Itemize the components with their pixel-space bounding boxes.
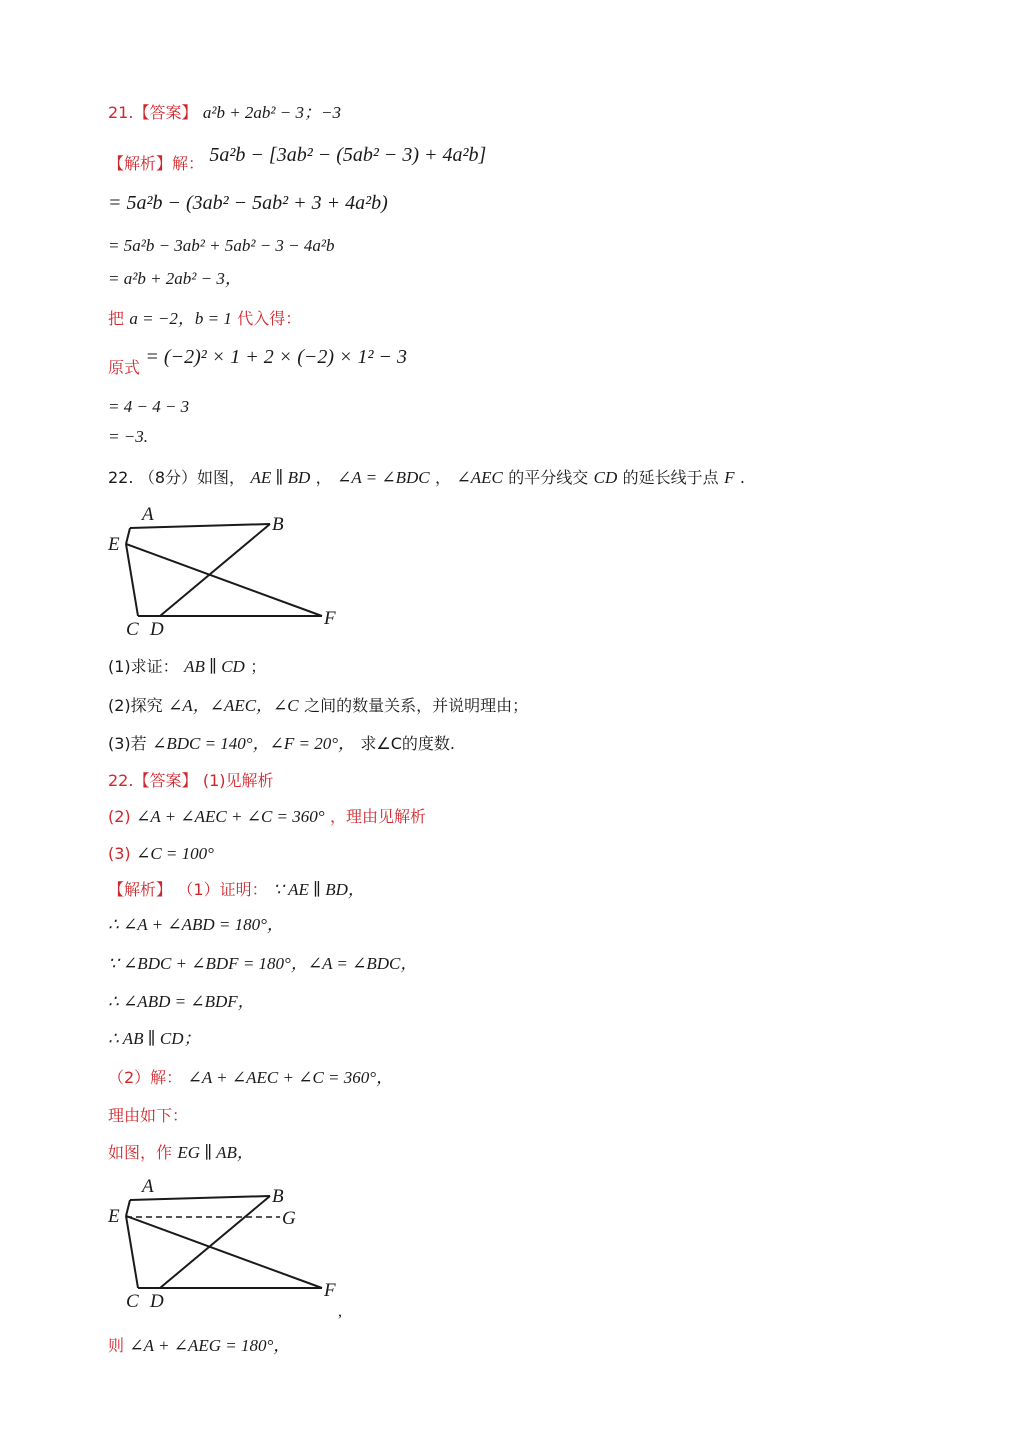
q22-construct-expr: EG ∥ AB， [177, 1143, 254, 1162]
q22-proof-0: ∵ AE ∥ BD， [273, 880, 365, 899]
q21-calc-1-line [108, 396, 189, 418]
q21-step-0: 5a²b − [3ab² − (5ab² − 3) + 4a²b] [209, 144, 487, 166]
q22-sub-3-tail: 求∠C的度数. [360, 734, 456, 753]
q22-sub-3 [108, 733, 455, 755]
q22-condition-1: AE ∥ BD [250, 468, 311, 487]
fig1-label-f: F [324, 608, 336, 629]
segment-bd [160, 1196, 270, 1288]
q22-sub-3-expr: ∠BDC = 140°，∠F = 20°， [152, 734, 355, 753]
q22-proof-4: ∴ AB ∥ CD； [108, 1029, 201, 1048]
q22-proof-1-line [108, 914, 284, 936]
q21-answer-label: 21.【答案】 [108, 103, 198, 122]
fig2-label-f: F [324, 1280, 336, 1301]
q22-analysis-1 [108, 879, 365, 901]
q21-original-label: 原式 [108, 358, 141, 377]
segment-ec [126, 544, 138, 616]
q21-substitute-prefix: 把 [108, 309, 125, 328]
q22-sub-1: (1)求证： AB ∥ CD ； [108, 657, 267, 676]
q22-sub-1-text: (1)求证： [108, 657, 179, 676]
fig1-label-a: A [142, 504, 154, 525]
q22-answer-1-text: (1)见解析 [202, 771, 274, 790]
q21-calc-2: = −3. [108, 427, 148, 446]
q22-answer-2-tail: ，理由见解析 [329, 807, 426, 826]
q22-final-expr: ∠A + ∠AEG = 180°， [129, 1336, 291, 1355]
q22-reason-text: 理由如下： [108, 1106, 189, 1125]
q22-condition-2: ∠A = ∠BDC [337, 468, 430, 487]
q22-proof-1: ∴ ∠A + ∠ABD = 180°， [108, 915, 284, 934]
q22-proof-2-line [108, 953, 417, 975]
q22-construct-line [108, 1142, 254, 1164]
q22-part-2-expr: ∠A + ∠AEC + ∠C = 360°， [187, 1068, 394, 1087]
segment-ae [126, 1200, 130, 1216]
q22-answer-label: 22.【答案】 [108, 771, 198, 790]
q22-answer-3 [108, 843, 214, 865]
q22-sub-2-expr: ∠A，∠AEC，∠C [168, 696, 299, 715]
q21-substitute-values: a = −2，b = 1 [129, 309, 232, 328]
segment-ec [126, 1216, 138, 1288]
q22-sub-2-tail: 之间的数量关系，并说明理由； [304, 696, 529, 715]
q21-calc-1: = 4 − 4 − 3 [108, 397, 190, 416]
q22-part-2-line [108, 1067, 393, 1089]
q22-proof-3: ∴ ∠ABD = ∠BDF， [108, 992, 255, 1011]
fig1-label-d: D [150, 619, 164, 640]
q22-sub-3-text: (3)若 [108, 734, 147, 753]
q22-construct-text: 如图，作 [108, 1143, 173, 1162]
segment-ae [126, 528, 130, 544]
q22-answer-2-expr: ∠A + ∠AEC + ∠C = 360° [136, 807, 325, 826]
q21-original-expr: = (−2)² × 1 + 2 × (−2) × 1² − 3 [145, 346, 408, 368]
q22-part-2-label: （2）解： [108, 1068, 183, 1087]
fig2-label-g: G [282, 1208, 296, 1229]
fig2-label-e: E [108, 1206, 120, 1227]
q22-proof-3-line [108, 991, 255, 1013]
q21-step-2: = 5a²b − 3ab² + 5ab² − 3 − 4a²b [108, 236, 335, 255]
segment-ef [126, 544, 322, 616]
q21-step-1-line [108, 192, 388, 215]
q22-statement: 22. （8分）如图， AE ∥ BD ， ∠A = ∠BDC ， ∠AEC 的平分线交 CD 的延长线于点 F . [108, 468, 745, 487]
q22-answer-3-prefix: (3) [108, 844, 131, 863]
q21-calc-2-line [108, 426, 148, 448]
q22-figure-2 [100, 1172, 370, 1322]
q21-analysis-label: 【解析】解： [108, 154, 205, 173]
fig1-label-b: B [272, 514, 284, 535]
q22-proof-4-line [108, 1028, 201, 1050]
q22-proof-intro: （1）证明： [177, 880, 268, 899]
q21-answer-line [108, 102, 341, 124]
q22-sub-2 [108, 695, 528, 717]
q22-intro: （8分）如图， [138, 468, 246, 487]
q22-sub-1-expr: AB ∥ CD [184, 657, 245, 676]
segment-bd [160, 524, 270, 616]
q22-final-prefix: 则 [108, 1336, 125, 1355]
fig2-label-c: C [126, 1291, 139, 1312]
fig2-label-a: A [142, 1176, 154, 1197]
q21-answer-value: a²b + 2ab² − 3；−3 [202, 103, 341, 122]
q22-reason-line [108, 1105, 188, 1127]
q22-analysis-label: 【解析】 [108, 880, 173, 899]
fig2-label-b: B [272, 1186, 284, 1207]
q22-answer-2-prefix: (2) [108, 807, 131, 826]
q21-step-3: = a²b + 2ab² − 3， [108, 269, 242, 288]
q22-number: 22. [108, 468, 134, 487]
q22-answer-1 [108, 770, 274, 792]
q22-figure-1 [100, 500, 360, 645]
q21-step-1: = 5a²b − (3ab² − 5ab² + 3 + 4a²b) [108, 192, 388, 214]
fig1-label-e: E [108, 534, 120, 555]
fig2-trailing-comma: , [338, 1303, 342, 1320]
q21-substitute-line [108, 308, 301, 330]
q22-angle-aec: ∠AEC [456, 468, 503, 487]
q22-point-f: F [724, 468, 735, 487]
q21-analysis-line [108, 144, 487, 175]
q22-line-cd: CD [593, 468, 618, 487]
q21-substitute-suffix: 代入得： [237, 309, 302, 328]
fig1-label-c: C [126, 619, 139, 640]
q22-answer-3-expr: ∠C = 100° [136, 844, 214, 863]
q22-proof-2: ∵ ∠BDC + ∠BDF = 180°，∠A = ∠BDC， [108, 954, 418, 973]
q22-sub-2-text: (2)探究 [108, 696, 163, 715]
q22-extension-text: 的延长线于点 [622, 468, 719, 487]
q21-step-2-line [108, 235, 335, 257]
fig2-label-d: D [150, 1291, 164, 1312]
q21-original-line [108, 346, 408, 379]
q22-answer-2 [108, 806, 426, 828]
q22-final-line [108, 1335, 290, 1357]
q21-step-3-line [108, 268, 242, 290]
q22-bisector-text: 的平分线交 [508, 468, 589, 487]
